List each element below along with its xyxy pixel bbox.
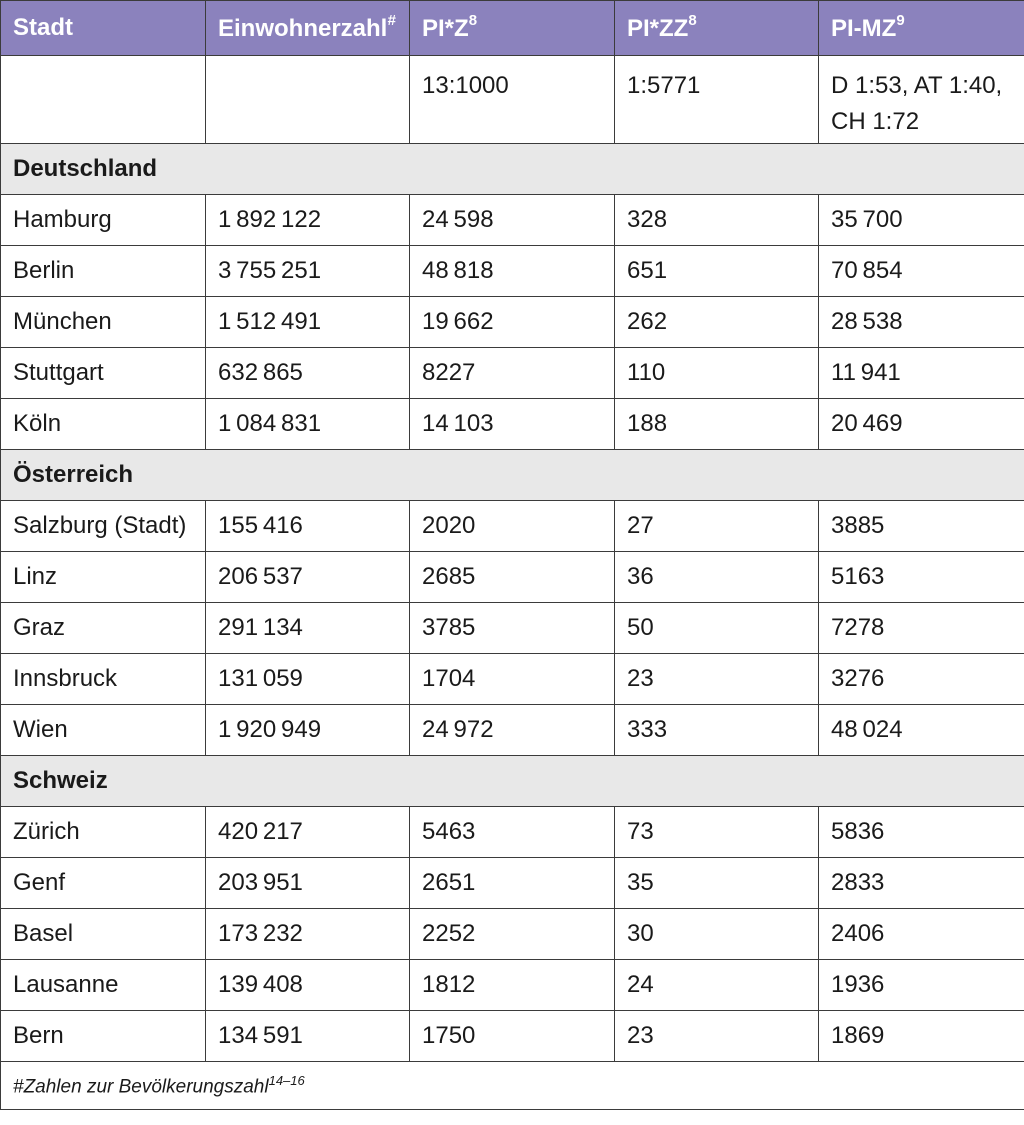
cell-piz: 8227 [410,348,615,399]
table-row [1,960,1024,1011]
header-pimz: $PI-MZ^9$ [819,1,1024,56]
table-row [1,654,1024,705]
header-pizz: $PI*ZZ^8$ [615,1,819,56]
cell-pizz: 188 [615,399,819,450]
table-row [1,501,1024,552]
cell-pimz: 3276 [819,654,1024,705]
cell-pimz: 48 024 [819,705,1024,756]
cell-city: Wien [1,705,206,756]
cell-piz: 3785 [410,603,615,654]
table-row [1,195,1024,246]
cell-pizz: 262 [615,297,819,348]
table-row [1,807,1024,858]
cell-city: Basel [1,909,206,960]
cell-city: Zürich [1,807,206,858]
cell-pimz: 1936 [819,960,1024,1011]
cell-pizz: 23 [615,1011,819,1062]
cell-city: Berlin [1,246,206,297]
section-title: Österreich [1,450,1024,501]
cell-pimz: 3885 [819,501,1024,552]
header-einwohnerzahl-footnote-mark: # [387,11,396,29]
cell-piz: 48 818 [410,246,615,297]
footnote-cell [1,1062,1024,1110]
ratio-city-cell [1,56,206,144]
cell-city: Stuttgart [1,348,206,399]
cell-pizz: 23 [615,654,819,705]
table-row [1,297,1024,348]
cell-population: 3 755 251 [206,246,410,297]
cell-piz: 2685 [410,552,615,603]
table-row [1,246,1024,297]
cell-piz: 1812 [410,960,615,1011]
table-header-row [1,1,1024,56]
ratio-population-cell [206,56,410,144]
cell-pimz: 35 700 [819,195,1024,246]
cell-city: Bern [1,1011,206,1062]
table-row [1,858,1024,909]
cell-city: Salzburg (Stadt) [1,501,206,552]
cell-piz: 1704 [410,654,615,705]
table-row [1,705,1024,756]
cell-population: 155 416 [206,501,410,552]
table-row [1,348,1024,399]
cell-population: 291 134 [206,603,410,654]
cell-piz: 2252 [410,909,615,960]
cell-pimz: 20 469 [819,399,1024,450]
header-piz-ref: 8 [468,11,478,29]
ratio-pizz-cell: 1:5771 [615,56,819,144]
cell-pimz: 2833 [819,858,1024,909]
cell-population: 1 512 491 [206,297,410,348]
header-stadt: Stadt [1,1,206,56]
cell-population: 1 084 831 [206,399,410,450]
cell-city: Lausanne [1,960,206,1011]
cell-pimz: 28 538 [819,297,1024,348]
cell-population: 139 408 [206,960,410,1011]
cell-pimz: 70 854 [819,246,1024,297]
footnote-ref: 14–16 [268,1072,305,1088]
cell-pimz: 5836 [819,807,1024,858]
cell-piz: 19 662 [410,297,615,348]
cell-pizz: 27 [615,501,819,552]
cell-population: 173 232 [206,909,410,960]
cell-city: Genf [1,858,206,909]
table-row [1,399,1024,450]
cell-population: 1 920 949 [206,705,410,756]
cell-pizz: 30 [615,909,819,960]
cell-piz: 1750 [410,1011,615,1062]
cell-pimz: 1869 [819,1011,1024,1062]
cell-piz: 24 598 [410,195,615,246]
cell-city: München [1,297,206,348]
cell-pimz: 2406 [819,909,1024,960]
cell-piz: 14 103 [410,399,615,450]
cell-pizz: 50 [615,603,819,654]
section-title: Deutschland [1,144,1024,195]
header-piz: $PI*Z^8$ [410,1,615,56]
cell-city: Graz [1,603,206,654]
cell-pizz: 73 [615,807,819,858]
cell-population: 131 059 [206,654,410,705]
cell-pizz: 24 [615,960,819,1011]
section-header-row [1,144,1024,195]
ratio-pimz-cell: D 1:53, AT 1:40, CH 1:72 [819,56,1024,144]
cell-city: Innsbruck [1,654,206,705]
header-pimz-ref: 9 [896,11,905,29]
table-row [1,1011,1024,1062]
table-row [1,603,1024,654]
cell-pizz: 36 [615,552,819,603]
cell-pizz: 110 [615,348,819,399]
ratio-piz-cell: 13:1000 [410,56,615,144]
cell-pizz: 328 [615,195,819,246]
section-title: Schweiz [1,756,1024,807]
table-row [1,552,1024,603]
cell-piz: 2020 [410,501,615,552]
cell-population: 134 591 [206,1011,410,1062]
cell-population: 1 892 122 [206,195,410,246]
cell-pimz: 7278 [819,603,1024,654]
cell-piz: 2651 [410,858,615,909]
cell-city: Hamburg [1,195,206,246]
footnote-row [1,1062,1024,1110]
cell-city: Linz [1,552,206,603]
cell-population: 632 865 [206,348,410,399]
cell-city: Köln [1,399,206,450]
cell-piz: 24 972 [410,705,615,756]
ratio-row [1,56,1024,144]
cell-pizz: 333 [615,705,819,756]
cell-pimz: 5163 [819,552,1024,603]
table-row [1,909,1024,960]
cell-pizz: 651 [615,246,819,297]
footnote-text: #Zahlen zur Bevölkerungszahl [13,1076,269,1098]
header-pizz-ref: 8 [688,11,697,29]
cell-population: 420 217 [206,807,410,858]
header-einwohnerzahl: Einwohnerzahl# [206,1,410,56]
section-header-row [1,450,1024,501]
cell-population: 206 537 [206,552,410,603]
cell-piz: 5463 [410,807,615,858]
cell-pizz: 35 [615,858,819,909]
cell-population: 203 951 [206,858,410,909]
cell-pimz: 11 941 [819,348,1024,399]
section-header-row [1,756,1024,807]
